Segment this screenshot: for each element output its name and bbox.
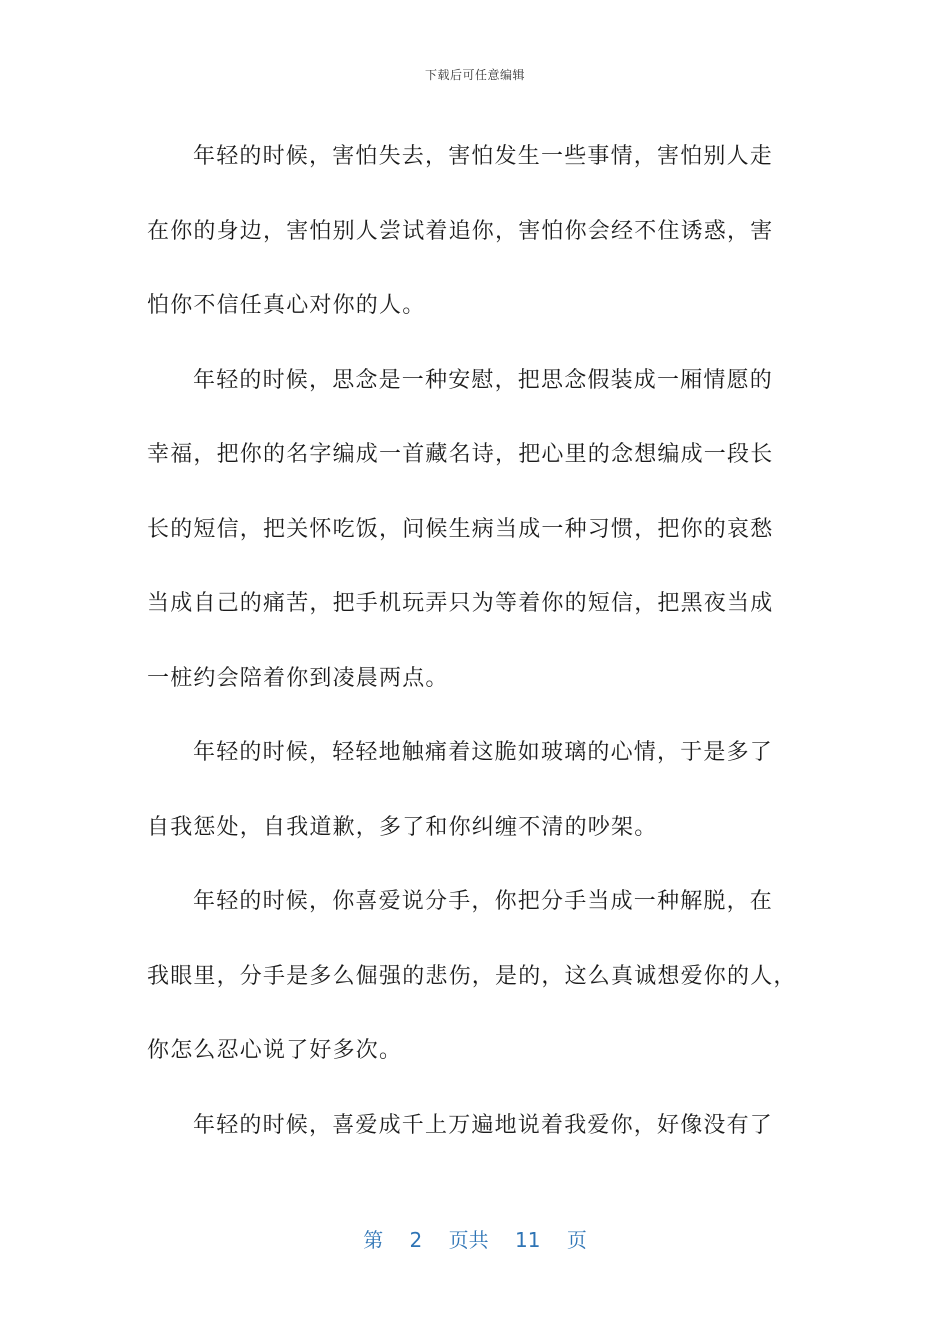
- text-line: 长的短信，把关怀吃饭，问候生病当成一种习惯，把你的哀愁: [147, 516, 774, 542]
- text-line: 年轻的时候，你喜爱说分手，你把分手当成一种解脱，在: [193, 889, 774, 914]
- text-line: 当成自己的痛苦，把手机玩弄只为等着你的短信，把黑夜当成: [147, 591, 774, 616]
- current-page-number: 2: [409, 1228, 423, 1252]
- paragraph-3: [147, 716, 803, 865]
- text-line: 在你的身边，害怕别人尝试着追你，害怕你会经不住诱惑，害: [147, 218, 774, 244]
- text-line: 幸福，把你的名字编成一首藏名诗，把心里的念想编成一段长: [147, 442, 774, 467]
- text-line: 你怎么忍心说了好多次。: [147, 1038, 403, 1063]
- text-line: 怕你不信任真心对你的人。: [147, 293, 426, 318]
- total-pages-number: 11: [515, 1228, 541, 1252]
- document-body: [147, 120, 803, 1163]
- page-footer: [0, 1224, 950, 1253]
- page-label-prefix: 第: [363, 1228, 384, 1252]
- header-note: 下载后可任意编辑: [424, 68, 525, 82]
- paragraph-4: [147, 865, 803, 1089]
- text-line: 年轻的时候，喜爱成千上万遍地说着我爱你，好像没有了: [193, 1112, 774, 1138]
- paragraph-1: [147, 120, 803, 344]
- text-line: 年轻的时候，害怕失去，害怕发生一些事情，害怕别人走: [193, 144, 774, 169]
- paragraph-2: [147, 344, 803, 717]
- text-line: 自我惩处，自我道歉，多了和你纠缠不清的吵架。: [147, 814, 658, 840]
- text-line: 我眼里，分手是多么倔强的悲伤，是的，这么真诚想爱你的人，: [147, 963, 797, 989]
- page-label-mid: 页共: [448, 1228, 489, 1252]
- page-label-suffix: 页: [566, 1228, 587, 1252]
- paragraph-5: [147, 1089, 803, 1164]
- text-line: 一桩约会陪着你到凌晨两点。: [147, 665, 449, 691]
- text-line: 年轻的时候，轻轻地触痛着这脆如玻璃的心情，于是多了: [193, 740, 774, 765]
- text-line: 年轻的时候，思念是一种安慰，把思念假装成一厢情愿的: [193, 367, 774, 393]
